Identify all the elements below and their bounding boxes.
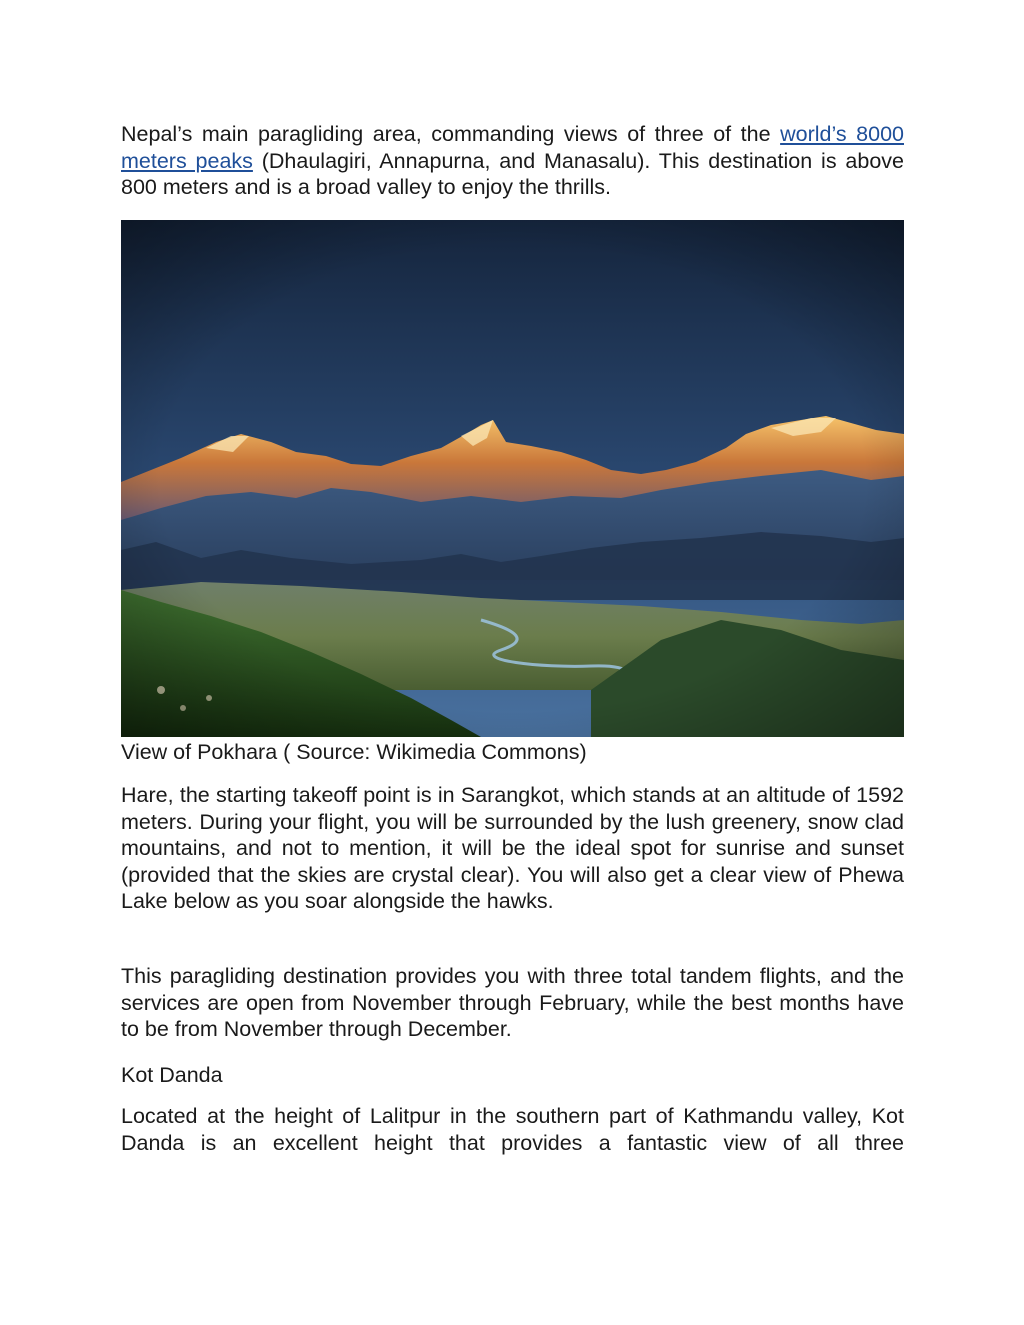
kot-danda-paragraph (121, 1103, 904, 1156)
caption-text: View of Pokhara ( Source: Wikimedia Commons) (121, 740, 587, 764)
section-heading (121, 1062, 904, 1089)
world-peaks-link[interactable]: world’s 8000 meters peaks (121, 122, 904, 173)
pokhara-landscape-image (121, 220, 904, 737)
kot-danda-heading: Kot Danda (121, 1063, 223, 1087)
paragraph-1: Hare, the starting takeoff point is in Sarangkot, which stands at an altitude of 1592 meters. During your flight, you will be surrounded by the lush greenery, snow clad mountains, and not to mention, it will be the ideal spot for sunrise and sunset (provided that the skies are crystal clear). You will also get a clear view of Phewa Lake below as you soar alongside the hawks. (121, 783, 904, 913)
paragraph-2: This paragliding destination provides you with three total tandem flights, and the services are open from November through February, while the best months have to be from November through December. (121, 964, 904, 1041)
pokhara-photo (121, 220, 904, 737)
paragraph-3: Located at the height of Lalitpur in the southern part of Kathmandu valley, Kot Danda is an excellent height that provides a fantastic view of all three (121, 1104, 904, 1155)
tandem-flights-paragraph (121, 963, 904, 1043)
intro-paragraph (121, 121, 904, 201)
vignette-overlay (121, 220, 904, 737)
sarangkot-paragraph (121, 782, 904, 915)
intro-text-after: (Dhaulagiri, Annapurna, and Manasalu). This destination is above 800 meters and is a broad valley to enjoy the thrills. (121, 148, 904, 199)
intro-text-before: Nepal’s main paragliding area, commanding views of three of the (121, 122, 781, 146)
photo-caption (121, 739, 904, 766)
